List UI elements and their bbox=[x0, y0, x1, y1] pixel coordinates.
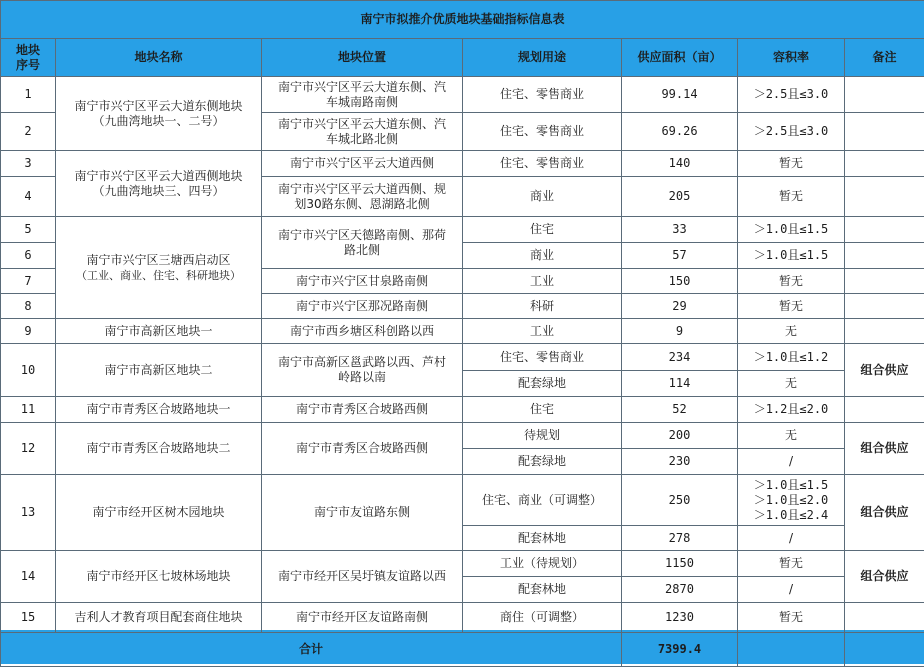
row-number: 12 bbox=[1, 423, 56, 475]
usage-cell: 住宅、零售商业 bbox=[463, 344, 622, 371]
far-cell: 暂无 bbox=[738, 294, 845, 319]
note-cell bbox=[845, 397, 924, 423]
note-cell: 组合供应 bbox=[845, 344, 924, 397]
area-cell: 250 bbox=[622, 475, 738, 526]
row-number: 7 bbox=[1, 269, 56, 294]
far-cell: / bbox=[738, 526, 845, 551]
far-cell: 暂无 bbox=[738, 269, 845, 294]
row-number: 13 bbox=[1, 475, 56, 551]
table-row bbox=[1, 397, 924, 423]
usage-cell: 住宅、商业（可调整） bbox=[463, 475, 622, 526]
far-line: ＞1.0且≤2.0 bbox=[740, 493, 842, 508]
total-note-empty bbox=[845, 633, 924, 667]
location-cell bbox=[262, 344, 463, 397]
row-number: 1 bbox=[1, 77, 56, 113]
plot-name-cell bbox=[56, 217, 262, 319]
location-cell: 南宁市兴宁区那况路南侧 bbox=[262, 294, 463, 319]
table-title: 南宁市拟推介优质地块基础指标信息表 bbox=[1, 1, 924, 39]
row-number: 11 bbox=[1, 397, 56, 423]
row-number: 2 bbox=[1, 113, 56, 151]
note-cell bbox=[845, 151, 924, 177]
table-row bbox=[1, 77, 924, 113]
usage-cell: 配套绿地 bbox=[463, 371, 622, 397]
location-cell: 南宁市西乡塘区科创路以西 bbox=[262, 319, 463, 344]
header-index-line2: 序号 bbox=[3, 58, 53, 73]
location-cell bbox=[262, 217, 463, 269]
plot-name-cell: 南宁市经开区树木园地块 bbox=[56, 475, 262, 551]
far-cell: 无 bbox=[738, 319, 845, 344]
location-line: 南宁市兴宁区天德路南侧、那荷 bbox=[264, 228, 460, 243]
location-cell bbox=[262, 113, 463, 151]
location-cell bbox=[262, 177, 463, 217]
plot-name-cell: 南宁市高新区地块一 bbox=[56, 319, 262, 344]
far-line: ＞1.0且≤1.5 bbox=[740, 478, 842, 493]
plot-name-line: （九曲湾地块一、二号） bbox=[58, 114, 259, 129]
usage-cell: 配套林地 bbox=[463, 526, 622, 551]
plot-name-cell bbox=[56, 77, 262, 151]
far-cell: ＞1.0且≤1.2 bbox=[738, 344, 845, 371]
total-value: 7399.4 bbox=[622, 633, 738, 667]
usage-cell: 住宅 bbox=[463, 217, 622, 243]
location-cell: 南宁市兴宁区平云大道西侧 bbox=[262, 151, 463, 177]
note-cell bbox=[845, 113, 924, 151]
usage-cell: 住宅、零售商业 bbox=[463, 113, 622, 151]
location-line: 南宁市兴宁区平云大道西侧、规 bbox=[264, 182, 460, 197]
usage-cell: 住宅、零售商业 bbox=[463, 151, 622, 177]
area-cell: 1230 bbox=[622, 603, 738, 633]
location-cell: 南宁市经开区吴圩镇友谊路以西 bbox=[262, 551, 463, 603]
location-cell: 南宁市经开区友谊路南侧 bbox=[262, 603, 463, 633]
title-row bbox=[1, 1, 924, 39]
header-name: 地块名称 bbox=[56, 39, 262, 77]
area-cell: 99.14 bbox=[622, 77, 738, 113]
row-number: 8 bbox=[1, 294, 56, 319]
plot-name-line: 南宁市兴宁区平云大道东侧地块 bbox=[58, 99, 259, 114]
location-line: 划30路东侧、恩湖路北侧 bbox=[264, 197, 460, 212]
area-cell: 52 bbox=[622, 397, 738, 423]
note-cell bbox=[845, 603, 924, 633]
usage-cell: 待规划 bbox=[463, 423, 622, 449]
usage-cell: 科研 bbox=[463, 294, 622, 319]
far-cell: 暂无 bbox=[738, 603, 845, 633]
header-area: 供应面积（亩） bbox=[622, 39, 738, 77]
location-line: 南宁市高新区邕武路以西、芦村 bbox=[264, 355, 460, 370]
location-line: 南宁市兴宁区平云大道东侧、汽 bbox=[264, 80, 460, 95]
far-line: ＞1.0且≤2.4 bbox=[740, 508, 842, 523]
row-number: 5 bbox=[1, 217, 56, 243]
far-cell: ＞2.5且≤3.0 bbox=[738, 77, 845, 113]
area-cell: 234 bbox=[622, 344, 738, 371]
usage-cell: 商业 bbox=[463, 243, 622, 269]
far-cell: ＞1.0且≤1.5 bbox=[738, 217, 845, 243]
header-far: 容积率 bbox=[738, 39, 845, 77]
area-cell: 57 bbox=[622, 243, 738, 269]
table-row bbox=[1, 344, 924, 371]
area-cell: 1150 bbox=[622, 551, 738, 577]
row-number: 4 bbox=[1, 177, 56, 217]
area-cell: 278 bbox=[622, 526, 738, 551]
plot-name-cell bbox=[56, 151, 262, 217]
plot-name-line: （工业、商业、住宅、科研地块） bbox=[58, 268, 259, 283]
plot-name-cell: 南宁市高新区地块二 bbox=[56, 344, 262, 397]
usage-cell: 配套林地 bbox=[463, 577, 622, 603]
total-row bbox=[1, 633, 924, 667]
header-location: 地块位置 bbox=[262, 39, 463, 77]
plot-name-line: 南宁市兴宁区三塘西启动区 bbox=[58, 253, 259, 268]
plot-name-cell: 南宁市青秀区合坡路地块一 bbox=[56, 397, 262, 423]
note-cell: 组合供应 bbox=[845, 551, 924, 603]
location-cell: 南宁市青秀区合坡路西侧 bbox=[262, 423, 463, 475]
header-note: 备注 bbox=[845, 39, 924, 77]
row-number: 3 bbox=[1, 151, 56, 177]
area-cell: 2870 bbox=[622, 577, 738, 603]
header-index-line1: 地块 bbox=[3, 43, 53, 58]
table-row bbox=[1, 319, 924, 344]
table-row bbox=[1, 217, 924, 243]
location-cell bbox=[262, 77, 463, 113]
row-number: 9 bbox=[1, 319, 56, 344]
header-row bbox=[1, 39, 924, 77]
note-cell bbox=[845, 77, 924, 113]
far-cell: ＞2.5且≤3.0 bbox=[738, 113, 845, 151]
plot-name-cell: 南宁市经开区七坡林场地块 bbox=[56, 551, 262, 603]
area-cell: 230 bbox=[622, 449, 738, 475]
far-cell bbox=[738, 475, 845, 526]
table-row bbox=[1, 603, 924, 633]
area-cell: 140 bbox=[622, 151, 738, 177]
far-cell: 暂无 bbox=[738, 551, 845, 577]
plot-name-line: 南宁市兴宁区平云大道西侧地块 bbox=[58, 169, 259, 184]
far-cell: ＞1.2且≤2.0 bbox=[738, 397, 845, 423]
row-number: 10 bbox=[1, 344, 56, 397]
total-far-empty bbox=[738, 633, 845, 667]
area-cell: 29 bbox=[622, 294, 738, 319]
row-number: 15 bbox=[1, 603, 56, 633]
header-usage: 规划用途 bbox=[463, 39, 622, 77]
area-cell: 33 bbox=[622, 217, 738, 243]
table-row bbox=[1, 551, 924, 577]
note-cell: 组合供应 bbox=[845, 475, 924, 551]
plot-name-cell: 吉利人才教育项目配套商住地块 bbox=[56, 603, 262, 633]
location-cell: 南宁市兴宁区甘泉路南侧 bbox=[262, 269, 463, 294]
usage-cell: 工业 bbox=[463, 319, 622, 344]
note-cell bbox=[845, 294, 924, 319]
location-line: 岭路以南 bbox=[264, 370, 460, 385]
note-cell: 组合供应 bbox=[845, 423, 924, 475]
note-cell bbox=[845, 217, 924, 243]
table-row bbox=[1, 423, 924, 449]
total-label: 合计 bbox=[1, 633, 622, 667]
row-number: 6 bbox=[1, 243, 56, 269]
location-cell: 南宁市友谊路东侧 bbox=[262, 475, 463, 551]
usage-cell: 工业 bbox=[463, 269, 622, 294]
location-cell: 南宁市青秀区合坡路西侧 bbox=[262, 397, 463, 423]
usage-cell: 住宅 bbox=[463, 397, 622, 423]
location-line: 车城北路北侧 bbox=[264, 132, 460, 147]
table-row bbox=[1, 475, 924, 526]
usage-cell: 商业 bbox=[463, 177, 622, 217]
far-cell: ＞1.0且≤1.5 bbox=[738, 243, 845, 269]
area-cell: 205 bbox=[622, 177, 738, 217]
area-cell: 69.26 bbox=[622, 113, 738, 151]
far-cell: 无 bbox=[738, 371, 845, 397]
location-line: 南宁市兴宁区平云大道东侧、汽 bbox=[264, 117, 460, 132]
area-cell: 200 bbox=[622, 423, 738, 449]
area-cell: 114 bbox=[622, 371, 738, 397]
table-row bbox=[1, 151, 924, 177]
area-cell: 9 bbox=[622, 319, 738, 344]
location-line: 车城南路南侧 bbox=[264, 95, 460, 110]
far-cell: / bbox=[738, 577, 845, 603]
usage-cell: 商住（可调整） bbox=[463, 603, 622, 633]
usage-cell: 住宅、零售商业 bbox=[463, 77, 622, 113]
usage-cell: 配套绿地 bbox=[463, 449, 622, 475]
header-index bbox=[1, 39, 56, 77]
note-cell bbox=[845, 319, 924, 344]
plot-name-cell: 南宁市青秀区合坡路地块二 bbox=[56, 423, 262, 475]
far-cell: 暂无 bbox=[738, 151, 845, 177]
far-cell: / bbox=[738, 449, 845, 475]
note-cell bbox=[845, 269, 924, 294]
note-cell bbox=[845, 243, 924, 269]
far-cell: 暂无 bbox=[738, 177, 845, 217]
row-number: 14 bbox=[1, 551, 56, 603]
location-line: 路北侧 bbox=[264, 243, 460, 258]
usage-cell: 工业（待规划） bbox=[463, 551, 622, 577]
note-cell bbox=[845, 177, 924, 217]
far-cell: 无 bbox=[738, 423, 845, 449]
area-cell: 150 bbox=[622, 269, 738, 294]
plot-name-line: （九曲湾地块三、四号） bbox=[58, 184, 259, 199]
